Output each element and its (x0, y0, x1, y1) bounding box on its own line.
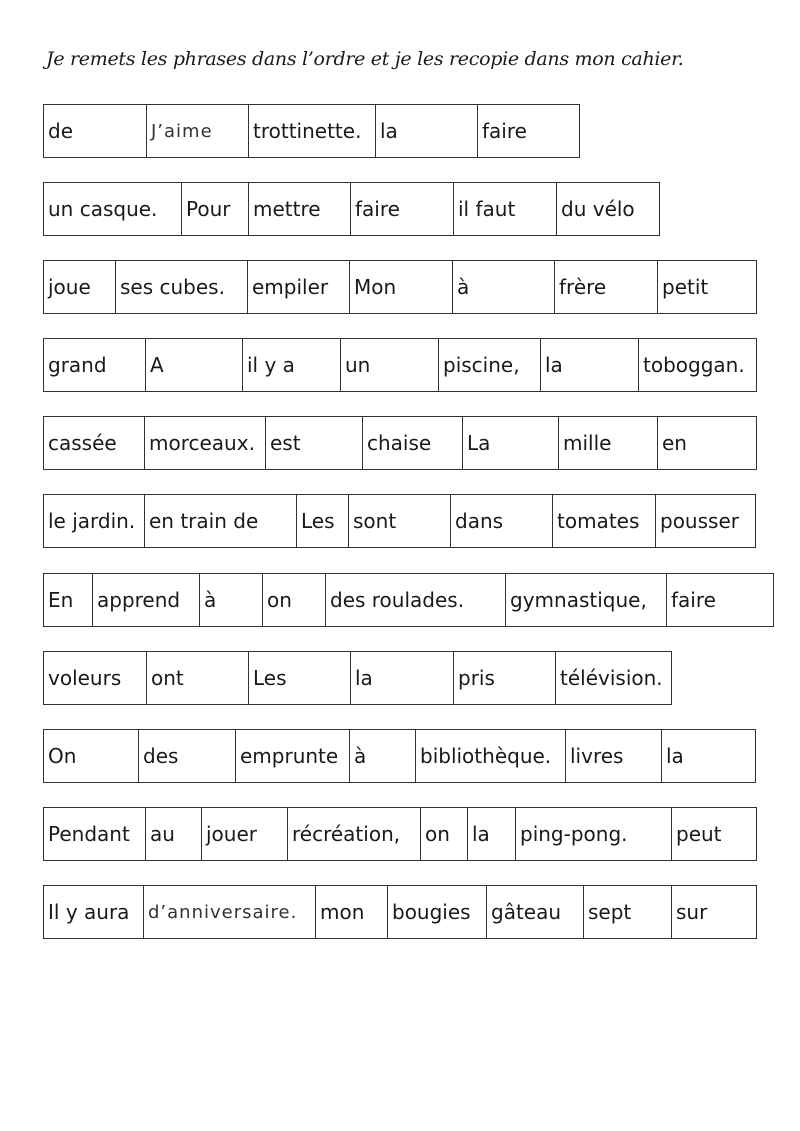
word-cell: bougies (387, 886, 486, 938)
word-cell: chaise (362, 417, 462, 469)
word-row-11 (43, 885, 757, 939)
word-cell: on (262, 574, 325, 626)
word-cell: est (265, 417, 362, 469)
word-cell: cassée (43, 417, 144, 469)
word-cell: la (467, 808, 515, 860)
word-cell: d’anniversaire. (143, 886, 315, 938)
word-cell: voleurs (43, 652, 146, 704)
word-cell: emprunte (235, 730, 349, 782)
word-cell: sont (348, 495, 450, 547)
word-cell: un casque. (43, 183, 181, 235)
word-cell: tomates (552, 495, 655, 547)
word-cell: peut (671, 808, 757, 860)
word-cell: Pendant (43, 808, 145, 860)
word-cell: A (145, 339, 242, 391)
word-cell: Pour (181, 183, 248, 235)
word-row-7 (43, 573, 774, 627)
word-cell: il y a (242, 339, 340, 391)
word-cell: du vélo (556, 183, 660, 235)
word-cell: Mon (349, 261, 452, 313)
word-cell: la (350, 652, 453, 704)
word-cell: le jardin. (43, 495, 144, 547)
word-cell: en (657, 417, 757, 469)
word-cell: à (349, 730, 415, 782)
word-cell: sur (671, 886, 757, 938)
word-cell: la (375, 105, 477, 157)
word-row-6 (43, 494, 756, 548)
word-cell: faire (477, 105, 580, 157)
word-cell: pris (453, 652, 555, 704)
word-cell: La (462, 417, 558, 469)
word-cell: ping-pong. (515, 808, 671, 860)
word-cell: ont (146, 652, 248, 704)
word-cell: J’aime (146, 105, 248, 157)
word-cell: faire (350, 183, 453, 235)
word-cell: télévision. (555, 652, 672, 704)
word-cell: empiler (247, 261, 349, 313)
word-cell: trottinette. (248, 105, 375, 157)
word-cell: récréation, (287, 808, 420, 860)
word-cell: toboggan. (638, 339, 757, 391)
word-row-9 (43, 729, 756, 783)
instruction-text: Je remets les phrases dans l’ordre et je les recopie dans mon cahier. (46, 48, 684, 70)
word-row-1 (43, 104, 580, 158)
word-cell: jouer (201, 808, 287, 860)
word-cell: On (43, 730, 138, 782)
word-row-2 (43, 182, 660, 236)
word-cell: en train de (144, 495, 296, 547)
word-cell: ses cubes. (115, 261, 247, 313)
word-cell: petit (657, 261, 757, 313)
word-cell: Les (296, 495, 348, 547)
word-cell: des roulades. (325, 574, 505, 626)
word-cell: faire (666, 574, 774, 626)
word-cell: livres (565, 730, 661, 782)
word-cell: de (43, 105, 146, 157)
word-cell: un (340, 339, 438, 391)
word-cell: dans (450, 495, 552, 547)
word-cell: au (145, 808, 201, 860)
word-cell: gâteau (486, 886, 583, 938)
word-cell: grand (43, 339, 145, 391)
word-cell: Il y aura (43, 886, 143, 938)
word-cell: la (540, 339, 638, 391)
word-cell: morceaux. (144, 417, 265, 469)
word-cell: gymnastique, (505, 574, 666, 626)
word-cell: on (420, 808, 467, 860)
word-cell: mon (315, 886, 387, 938)
word-row-5 (43, 416, 757, 470)
word-cell: frère (554, 261, 657, 313)
word-cell: des (138, 730, 235, 782)
word-cell: à (199, 574, 262, 626)
word-cell: il faut (453, 183, 556, 235)
word-cell: En (43, 574, 92, 626)
word-cell: pousser (655, 495, 756, 547)
word-cell: apprend (92, 574, 199, 626)
word-cell: sept (583, 886, 671, 938)
word-cell: mettre (248, 183, 350, 235)
word-row-4 (43, 338, 757, 392)
word-cell: piscine, (438, 339, 540, 391)
word-cell: joue (43, 261, 115, 313)
word-cell: bibliothèque. (415, 730, 565, 782)
word-row-8 (43, 651, 672, 705)
word-row-3 (43, 260, 757, 314)
word-cell: à (452, 261, 554, 313)
word-cell: mille (558, 417, 657, 469)
word-cell: Les (248, 652, 350, 704)
word-row-10 (43, 807, 757, 861)
word-cell: la (661, 730, 756, 782)
